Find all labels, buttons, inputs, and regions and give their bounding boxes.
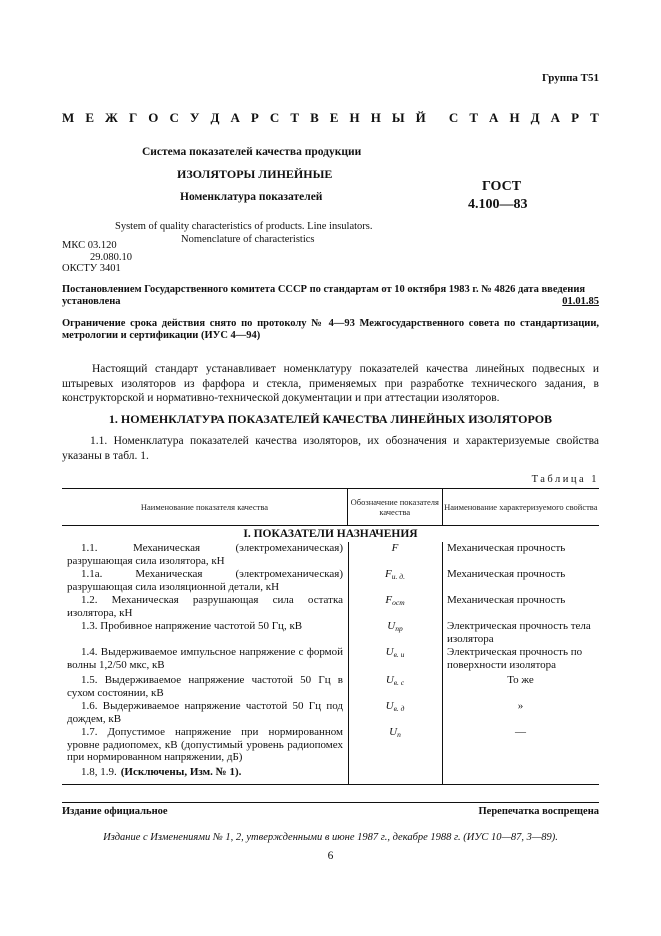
excluded-numbers: 1.8, 1.9. bbox=[81, 766, 117, 778]
mks-code: МКС 03.120 bbox=[62, 240, 117, 251]
main-title: ИЗОЛЯТОРЫ ЛИНЕЙНЫЕ bbox=[177, 167, 333, 181]
symbol-letter: U bbox=[387, 620, 396, 632]
indicator-symbol bbox=[348, 594, 442, 620]
indicator-name: 1.3. Пробивное напряжение частотой 50 Гц, кВ bbox=[81, 620, 303, 632]
indicator-symbol bbox=[348, 542, 442, 568]
table-row bbox=[62, 700, 599, 726]
characterized-property: Электрическая прочность тела изолятора bbox=[447, 620, 591, 645]
gost-label: ГОСТ bbox=[482, 179, 522, 194]
indicator-name: 1.7. Допустимое напряжение при нормированном уровне радиопомех, кВ (допустимый уровень радиопомех при нормированном напряжении, дБ) bbox=[67, 726, 343, 763]
empty-cell bbox=[348, 766, 442, 784]
header-indicator-name: Наименование показателя качества bbox=[140, 502, 269, 512]
banner-letter: Д bbox=[530, 110, 540, 125]
symbol-letter: U bbox=[385, 646, 394, 658]
official-edition: Издание официальное bbox=[62, 806, 168, 817]
characterized-property: То же bbox=[507, 674, 534, 686]
table-section-heading: I. ПОКАЗАТЕЛИ НАЗНАЧЕНИЯ bbox=[62, 526, 599, 542]
symbol-subscript: ост bbox=[392, 598, 405, 607]
characterized-property: Механическая прочность bbox=[447, 568, 566, 580]
banner-letter: Ы bbox=[391, 110, 405, 125]
symbol-subscript: в. с bbox=[393, 678, 405, 687]
banner-letter: С bbox=[169, 110, 179, 125]
header-property: Наименование характеризуемого свойства bbox=[442, 489, 599, 525]
symbol-letter: F bbox=[391, 542, 399, 554]
banner-letter: Т bbox=[290, 110, 300, 125]
symbol-letter: U bbox=[389, 726, 398, 738]
symbol-letter: U bbox=[385, 674, 394, 686]
table-row bbox=[62, 568, 599, 594]
introduction-date: 01.01.85 bbox=[562, 296, 599, 307]
table-header bbox=[62, 488, 599, 526]
edition-note: Издание с Изменениями № 1, 2, утвержденными в июне 1987 г., декабре 1988 г. (ИУС 10—87, 3—89). bbox=[103, 832, 558, 843]
indicator-symbol bbox=[348, 568, 442, 594]
excluded-items bbox=[62, 766, 348, 784]
quality-indicators-table bbox=[62, 488, 599, 785]
table-row bbox=[62, 620, 599, 646]
indicator-name: 1.6. Выдерживаемое напряжение частотой 50 Гц под дождем, кВ bbox=[67, 700, 343, 725]
table-label: Таблица 1 bbox=[531, 474, 599, 485]
intro-paragraph: Настоящий стандарт устанавливает номенклатуру показателей качества линейных подвесных и штыревых изоляторов из фарфора и стекла, применяемых при разработке технического задания, в конструкторской и нормативно-технической документации и при аттестации изоляторов. bbox=[62, 363, 599, 404]
banner-letter: Е bbox=[85, 110, 94, 125]
banner-letter: Е bbox=[329, 110, 339, 125]
symbol-subscript: и. д. bbox=[391, 572, 405, 581]
empty-cell bbox=[442, 766, 599, 784]
banner-letter: Й bbox=[415, 110, 426, 125]
header-symbol: Обозначение показателя качества bbox=[347, 489, 442, 525]
characterized-property: » bbox=[517, 700, 524, 712]
banner-letter: В bbox=[310, 110, 319, 125]
banner-letter: Г bbox=[128, 110, 138, 125]
indicator-name: 1.2. Механическая разрушающая сила остатка изолятора, кН bbox=[67, 594, 343, 619]
indicator-symbol bbox=[348, 726, 442, 766]
banner-letter: У bbox=[189, 110, 200, 125]
symbol-letter: F bbox=[385, 568, 392, 580]
indicator-symbol bbox=[348, 620, 442, 646]
banner-letter: С bbox=[269, 110, 280, 125]
indicator-symbol bbox=[348, 646, 442, 674]
characterized-property: — bbox=[515, 726, 526, 738]
characterized-property: Электрическая прочность по поверхности изолятора bbox=[447, 646, 583, 671]
limitation-note: Ограничение срока действия снято по протоколу № 4—93 Межгосударственного совета по стандартизации, метрологии и сертификации (ИУС 4—94) bbox=[62, 318, 599, 341]
decree-text: Постановлением Государственного комитета СССР по стандартам от 10 октября 1983 г. № 4826 дата введения установлена bbox=[62, 284, 586, 307]
indicator-name: 1.1. Механическая (электромеханическая) разрушающая сила изолятора, кН bbox=[67, 542, 343, 567]
english-title bbox=[115, 220, 435, 246]
indicator-name: 1.4. Выдерживаемое импульсное напряжение с формой волны 1,2/50 мкс, кВ bbox=[67, 646, 343, 671]
classification-codes bbox=[62, 240, 132, 275]
banner-letter: С bbox=[448, 110, 459, 125]
system-title: Система показателей качества продукции bbox=[142, 146, 362, 158]
banner-letter: Н bbox=[349, 110, 360, 125]
paragraph-1-1: 1.1. Номенклатура показателей качества изоляторов, их обозначения и характеризуемые свойства указаны в табл. 1. bbox=[62, 435, 599, 462]
banner-letter: Н bbox=[509, 110, 520, 125]
banner-letter: О bbox=[148, 110, 159, 125]
reprint-prohibited: Перепечатка воспрещена bbox=[478, 806, 599, 817]
banner-letter: Р bbox=[571, 110, 580, 125]
mks-code-2: 29.080.10 bbox=[90, 251, 132, 263]
table-row bbox=[62, 594, 599, 620]
banner-letter: Р bbox=[250, 110, 259, 125]
symbol-letter: U bbox=[385, 700, 394, 712]
banner-letter: Т bbox=[590, 110, 599, 125]
banner-letter: Т bbox=[469, 110, 478, 125]
excluded-note: (Исключены, Изм. № 1). bbox=[120, 766, 242, 778]
indicator-name: 1.5. Выдерживаемое напряжение частотой 50 Гц в сухом состоянии, кВ bbox=[67, 674, 343, 699]
banner-letter: Д bbox=[210, 110, 220, 125]
table-row bbox=[62, 646, 599, 674]
symbol-letter: F bbox=[385, 594, 393, 606]
okstu-code: ОКСТУ 3401 bbox=[62, 263, 121, 274]
standard-banner bbox=[62, 110, 599, 126]
symbol-subscript: пр bbox=[395, 624, 403, 633]
english-line-2: Nomenclature of characteristics bbox=[181, 234, 315, 245]
banner-letter: Ж bbox=[105, 110, 118, 125]
indicator-name: 1.1а. Механическая (электромеханическая) разрушающая сила изоляционной детали, кН bbox=[67, 568, 343, 593]
characterized-property: Механическая прочность bbox=[447, 594, 566, 606]
banner-letter: А bbox=[550, 110, 561, 125]
banner-gap bbox=[437, 110, 438, 126]
table-row bbox=[62, 726, 599, 766]
banner-letter: Н bbox=[370, 110, 381, 125]
indicator-symbol bbox=[348, 700, 442, 726]
section-1-heading: 1. НОМЕНКЛАТУРА ПОКАЗАТЕЛЕЙ КАЧЕСТВА ЛИНЕЙНЫХ ИЗОЛЯТОРОВ bbox=[108, 412, 553, 426]
table-row bbox=[62, 542, 599, 568]
title-block bbox=[62, 146, 462, 203]
table-row bbox=[62, 674, 599, 700]
symbol-subscript: п bbox=[397, 730, 401, 739]
footer-rule bbox=[62, 802, 599, 803]
banner-letter: М bbox=[62, 110, 75, 125]
page-number: 6 bbox=[327, 850, 334, 862]
sub-title: Номенклатура показателей bbox=[180, 191, 323, 203]
symbol-subscript: в. д bbox=[393, 704, 405, 713]
english-line-1: System of quality characteristics of products. Line insulators. bbox=[115, 221, 373, 232]
gost-designation bbox=[468, 178, 528, 214]
banner-letter: А bbox=[230, 110, 240, 125]
table-body bbox=[62, 526, 599, 785]
symbol-subscript: в. и bbox=[393, 650, 405, 659]
characterized-property: Механическая прочность bbox=[447, 542, 566, 554]
group-code: Группа Т51 bbox=[541, 72, 599, 84]
gost-number: 4.100—83 bbox=[468, 197, 528, 212]
indicator-symbol bbox=[348, 674, 442, 700]
banner-letter: А bbox=[489, 110, 499, 125]
table-row-excluded bbox=[62, 766, 599, 784]
